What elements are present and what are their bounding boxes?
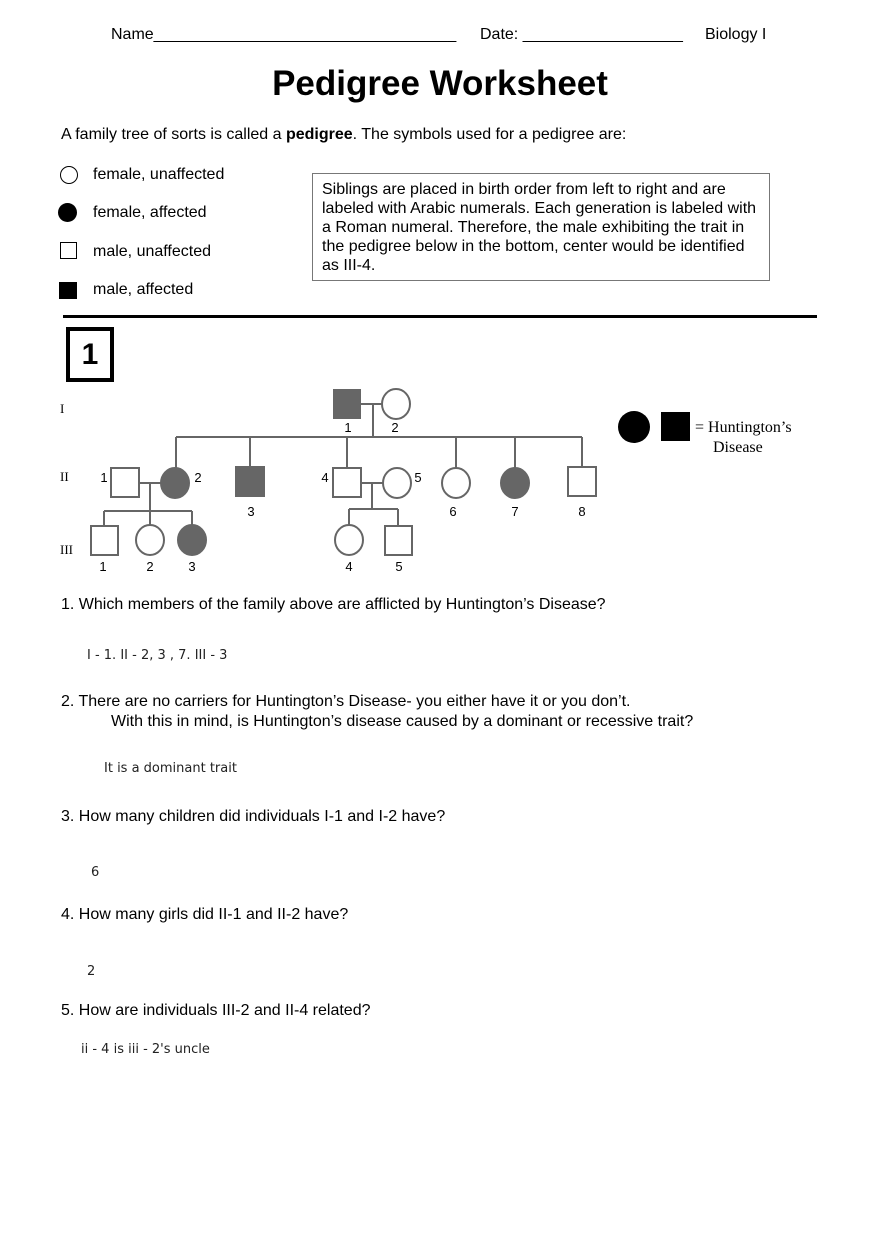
- intro-pre: A family tree of sorts is called a: [61, 126, 286, 143]
- individual-II-8: [568, 467, 596, 496]
- question-2-line2: With this in mind, is Huntington’s disease caused by a dominant or recessive trait?: [111, 713, 694, 730]
- individual-II-2: [161, 468, 189, 498]
- generation-label: III: [60, 542, 73, 557]
- individual-II-3: [236, 467, 264, 496]
- individual-II-4: [333, 468, 361, 497]
- question-2: 2. There are no carriers for Huntington’s Disease- you either have it or you don’t.: [61, 693, 631, 710]
- individual-number: 7: [511, 504, 519, 519]
- problem-number: 1: [66, 327, 114, 382]
- individual-II-6: [442, 468, 470, 498]
- legend-text: = Huntington’s: [695, 419, 792, 436]
- generation-label: I: [60, 401, 65, 416]
- individual-II-1: [111, 468, 139, 497]
- individual-III-4: [335, 525, 363, 555]
- symbol-label: female, unaffected: [93, 166, 225, 183]
- individual-number: 3: [247, 504, 255, 519]
- answer-1[interactable]: I - 1. II - 2, 3 , 7. III - 3: [87, 648, 228, 663]
- individual-number: 3: [188, 559, 196, 574]
- individual-I-1: [334, 390, 360, 418]
- individual-number: 2: [194, 470, 202, 485]
- answer-4[interactable]: 2: [87, 964, 96, 979]
- page-title: Pedigree Worksheet: [272, 64, 608, 103]
- individual-III-2: [136, 525, 164, 555]
- info-box: Siblings are placed in birth order from left to right and are labeled with Arabic numerals. Each generation is labeled with a Roman numeral. Therefore, the male exhibiting the trait in the pedigree below in the bottom, center would be identified as III-4.: [312, 173, 770, 281]
- answer-5[interactable]: ii - 4 is iii - 2's uncle: [81, 1042, 210, 1057]
- generation-label: II: [60, 469, 69, 484]
- individual-number: 1: [99, 559, 107, 574]
- individual-I-2: [382, 389, 410, 419]
- question-3: 3. How many children did individuals I-1 and I-2 have?: [61, 808, 446, 825]
- name-field-label: Name__________________________________: [111, 26, 457, 43]
- individual-number: 2: [146, 559, 154, 574]
- answer-3[interactable]: 6: [91, 865, 100, 880]
- individual-II-5: [383, 468, 411, 498]
- symbol-label: female, affected: [93, 204, 207, 221]
- legend-text: Disease: [713, 439, 763, 456]
- legend-square-icon: [661, 412, 690, 441]
- answer-2[interactable]: It is a dominant trait: [104, 761, 237, 776]
- individual-number: 1: [100, 470, 108, 485]
- individual-number: 4: [345, 559, 353, 574]
- individual-number: 2: [391, 420, 399, 435]
- question-4: 4. How many girls did II-1 and II-2 have?: [61, 906, 349, 923]
- legend-circle-icon: [618, 411, 650, 443]
- individual-number: 1: [344, 420, 352, 435]
- individual-III-5: [385, 526, 412, 555]
- question-1: 1. Which members of the family above are afflicted by Huntington’s Disease?: [61, 596, 606, 613]
- individual-II-7: [501, 468, 529, 498]
- course-label: Biology I: [705, 26, 767, 43]
- individual-number: 6: [449, 504, 457, 519]
- question-5: 5. How are individuals III-2 and II-4 related?: [61, 1002, 371, 1019]
- intro-post: . The symbols used for a pedigree are:: [352, 126, 627, 143]
- individual-III-3: [178, 525, 206, 555]
- symbol-label: male, unaffected: [93, 243, 212, 260]
- individual-III-1: [91, 526, 118, 555]
- date-field-label: Date: __________________: [480, 26, 683, 43]
- symbol-label: male, affected: [93, 281, 194, 298]
- individual-number: 5: [395, 559, 403, 574]
- intro-bold: pedigree: [285, 126, 353, 143]
- individual-number: 4: [321, 470, 329, 485]
- individual-number: 8: [578, 504, 586, 519]
- individual-number: 5: [414, 470, 422, 485]
- pedigree-chart: [0, 0, 880, 600]
